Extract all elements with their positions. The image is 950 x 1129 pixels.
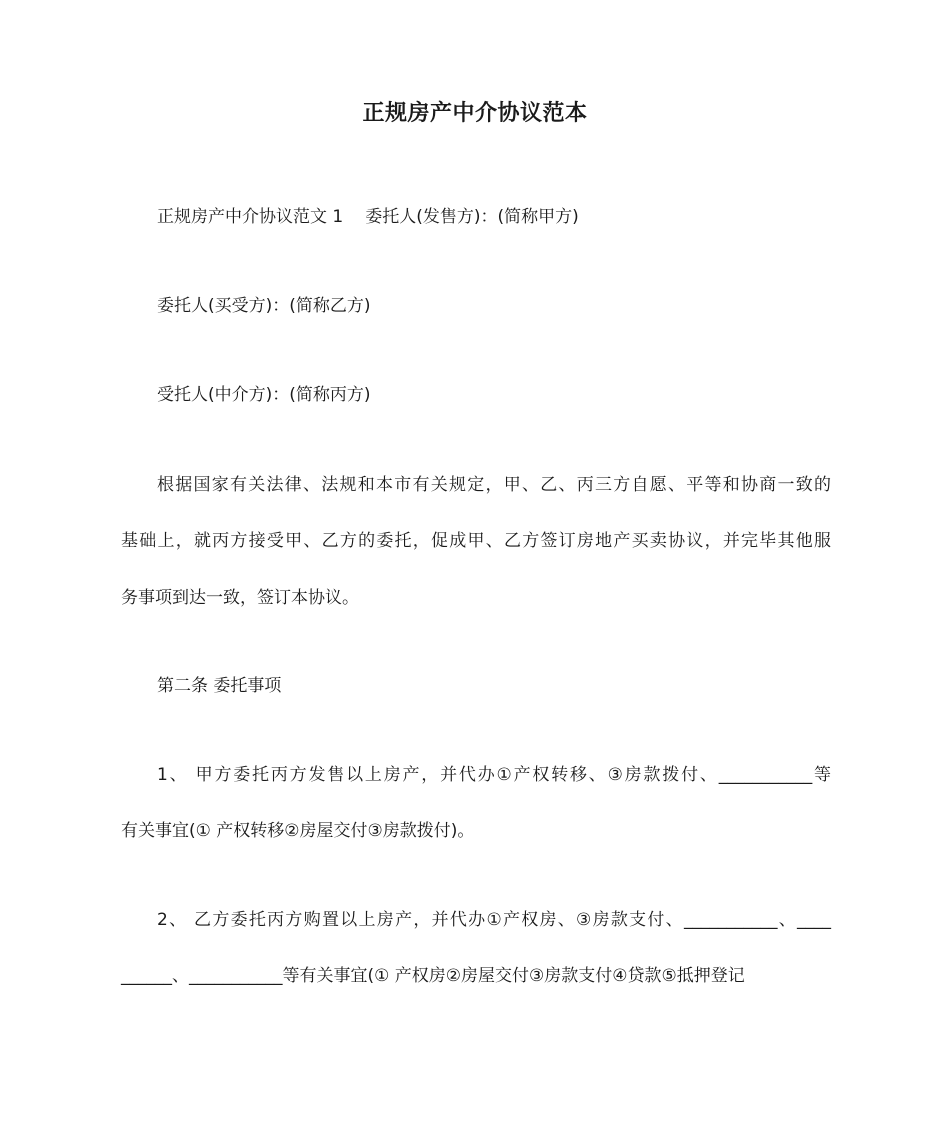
clause-1-line-1: 1、 甲方委托丙方发售以上房产，并代办①产权转移、③房款拨付、___________等 [157, 765, 831, 785]
party-c-line: 受托人(中介方)：(简称丙方) [157, 385, 371, 405]
clause-2-line-1: 2、 乙方委托丙方购置以上房产，并代办①产权房、③房款支付、___________、____ [157, 910, 831, 930]
clause-2-line-2: ______、___________等有关事宜(① 产权房②房屋交付③房款支付④贷款⑤抵押登记 [121, 966, 745, 986]
party-a-text: 委托人(发售方)：(简称甲方) [365, 207, 579, 227]
sample-heading: 正规房产中介协议范文 1 [157, 207, 344, 227]
preamble-line-1: 根据国家有关法律、法规和本市有关规定，甲、乙、丙三方自愿、平等和协商一致的 [157, 475, 831, 495]
document-title: 正规房产中介协议范本 [362, 101, 588, 126]
article-heading: 第二条 委托事项 [157, 676, 282, 696]
preamble-line-3: 务事项到达一致，签订本协议。 [121, 588, 359, 608]
party-b-line: 委托人(买受方)：(简称乙方) [157, 296, 371, 316]
intro-line [157, 204, 831, 230]
preamble-line-2: 基础上，就丙方接受甲、乙方的委托，促成甲、乙方签订房地产买卖协议，并完毕其他服 [121, 531, 831, 551]
clause-1-line-2: 有关事宜(① 产权转移②房屋交付③房款拨付)。 [121, 821, 475, 841]
